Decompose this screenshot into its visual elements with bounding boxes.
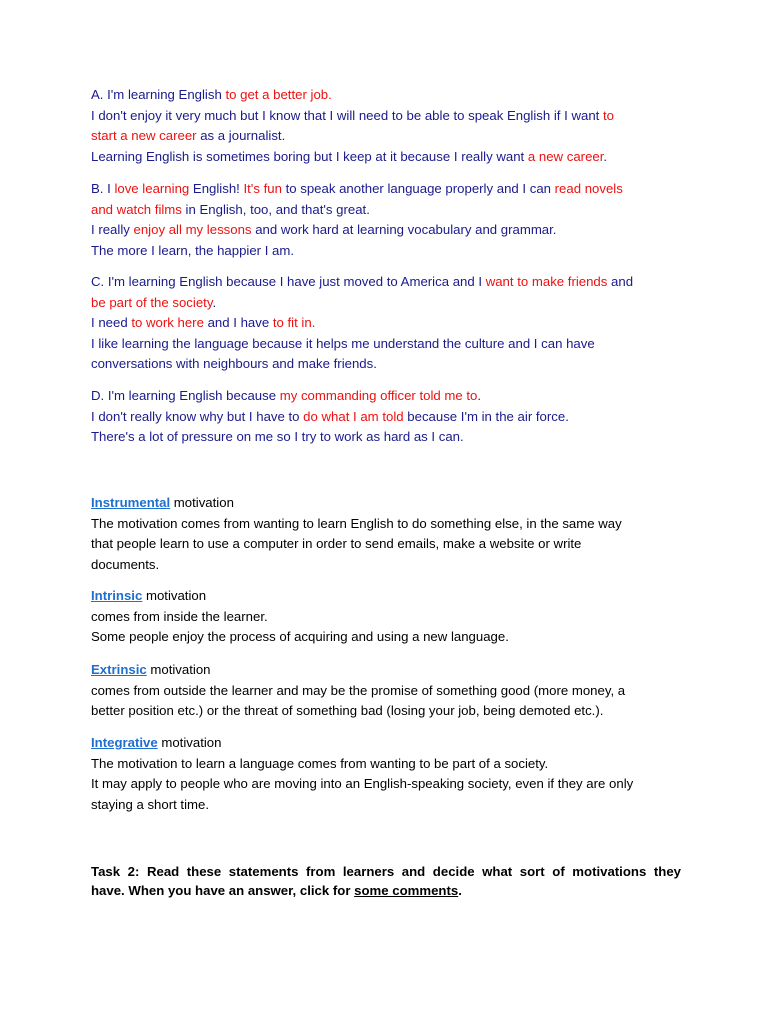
highlight-text: want to make friends [485,274,608,289]
highlight-text: a new career [527,148,604,164]
highlight-text: read novels [554,181,623,196]
task-line-1: Task 2: Read these statements from learners and decide what sort of motivations they [91,864,681,879]
definition-heading [91,660,681,681]
statement-b-line-2 [91,200,681,221]
highlight-text: to work here [131,315,204,330]
term-suffix: motivation [142,588,207,603]
statement-d [91,386,681,448]
highlight-text: to fit in. [272,315,316,330]
statement-text: as a journalist. [196,128,286,143]
statement-text: and [607,274,634,289]
definition-intrinsic [91,586,681,648]
statement-c-line-3 [91,313,681,334]
statement-text: . [212,294,217,310]
task-instructions [91,863,681,900]
statement-text: . [477,388,482,403]
statement-c [91,272,681,375]
statement-b [91,179,681,261]
statement-c-line-1 [91,272,681,293]
term-suffix: motivation [146,662,211,677]
statement-text: and I have [203,315,273,330]
definition-line: that people learn to use a computer in order to send emails, make a website or write [91,536,582,551]
definition-line: better position etc.) or the threat of something bad (losing your job, being demoted etc.). [91,703,604,718]
definition-heading [91,733,681,754]
statement-d-line-3: There's a lot of pressure on me so I try to work as hard as I can. [91,429,464,444]
term-intrinsic: Intrinsic [91,588,143,603]
statement-text: C. I'm learning English because I have just moved to America and I [91,274,486,289]
task-text: . [458,882,462,898]
task-text: have. When you have an answer, click for [91,882,355,898]
term-integrative: Integrative [91,735,158,750]
highlight-text: to [602,107,614,123]
statement-text: A. I'm learning English [91,87,226,102]
statement-text: in English, too, and that's great. [181,201,370,217]
definition-line: staying a short time. [91,796,210,812]
statement-text: D. I'm learning English because [91,388,280,403]
definition-line: It may apply to people who are moving into an English-speaking society, even if they are only [91,776,634,791]
highlight-text: my commanding officer told me to [279,388,478,403]
statement-text: B. I [91,181,115,196]
statement-text: Learning English is sometimes boring but I keep at it because I really want [91,148,528,164]
highlight-text: It's fun [243,181,282,196]
definition-heading [91,586,681,607]
statement-d-line-1 [91,386,681,407]
term-suffix: motivation [157,735,222,750]
statement-text: English! [189,181,244,196]
highlight-text: start a new career [91,128,197,143]
highlight-text: love learning [114,181,190,196]
statement-c-line-4: I like learning the language because it helps me understand the culture and I can have [91,335,595,351]
highlight-text: be part of the society [91,294,213,310]
statement-a-line-1 [91,85,681,106]
statement-b-line-3 [91,220,681,241]
statement-d-line-2 [91,407,681,428]
statement-a [91,85,681,167]
definition-instrumental [91,493,681,575]
term-suffix: motivation [170,495,234,510]
statement-text: I don't really know why but I have to [91,408,304,424]
definition-line: comes from outside the learner and may be the promise of something good (more money, a [91,682,626,698]
statement-a-line-2 [91,106,681,127]
statement-c-line-2 [91,293,681,314]
term-extrinsic: Extrinsic [91,662,147,677]
statement-text: I really [91,222,134,237]
highlight-text: do what I am told [303,408,404,424]
statement-text: I don't enjoy it very much but I know that I will need to be able to speak English if I want [91,107,603,123]
statement-a-line-3 [91,126,681,147]
statement-text: and work hard at learning vocabulary and grammar. [251,222,557,237]
task-line-2 [91,882,681,901]
definition-line: The motivation comes from wanting to learn English to do something else, in the same way [91,515,622,531]
definition-line: The motivation to learn a language comes from wanting to be part of a society. [91,755,549,771]
statement-text: I need [91,315,132,330]
statement-a-line-4 [91,147,681,168]
some-comments-link[interactable]: some comments [354,882,459,898]
statement-b-line-4: The more I learn, the happier I am. [91,242,295,258]
statement-c-line-5: conversations with neighbours and make friends. [91,356,377,371]
definition-line: documents. [91,556,160,572]
statement-b-line-1 [91,179,681,200]
statement-text: . [603,148,608,164]
definition-line: comes from inside the learner. [91,608,268,624]
highlight-text: to get a better job. [225,87,332,102]
statement-text: because I'm in the air force. [403,408,569,424]
definition-integrative [91,733,681,815]
highlight-text: and watch films [91,201,182,217]
highlight-text: enjoy all my lessons [133,222,252,237]
definition-line: Some people enjoy the process of acquiring and using a new language. [91,629,509,644]
statement-text: to speak another language properly and I can [281,181,555,196]
definition-extrinsic [91,660,681,722]
definition-heading [91,493,681,514]
term-instrumental: Instrumental [91,495,171,510]
